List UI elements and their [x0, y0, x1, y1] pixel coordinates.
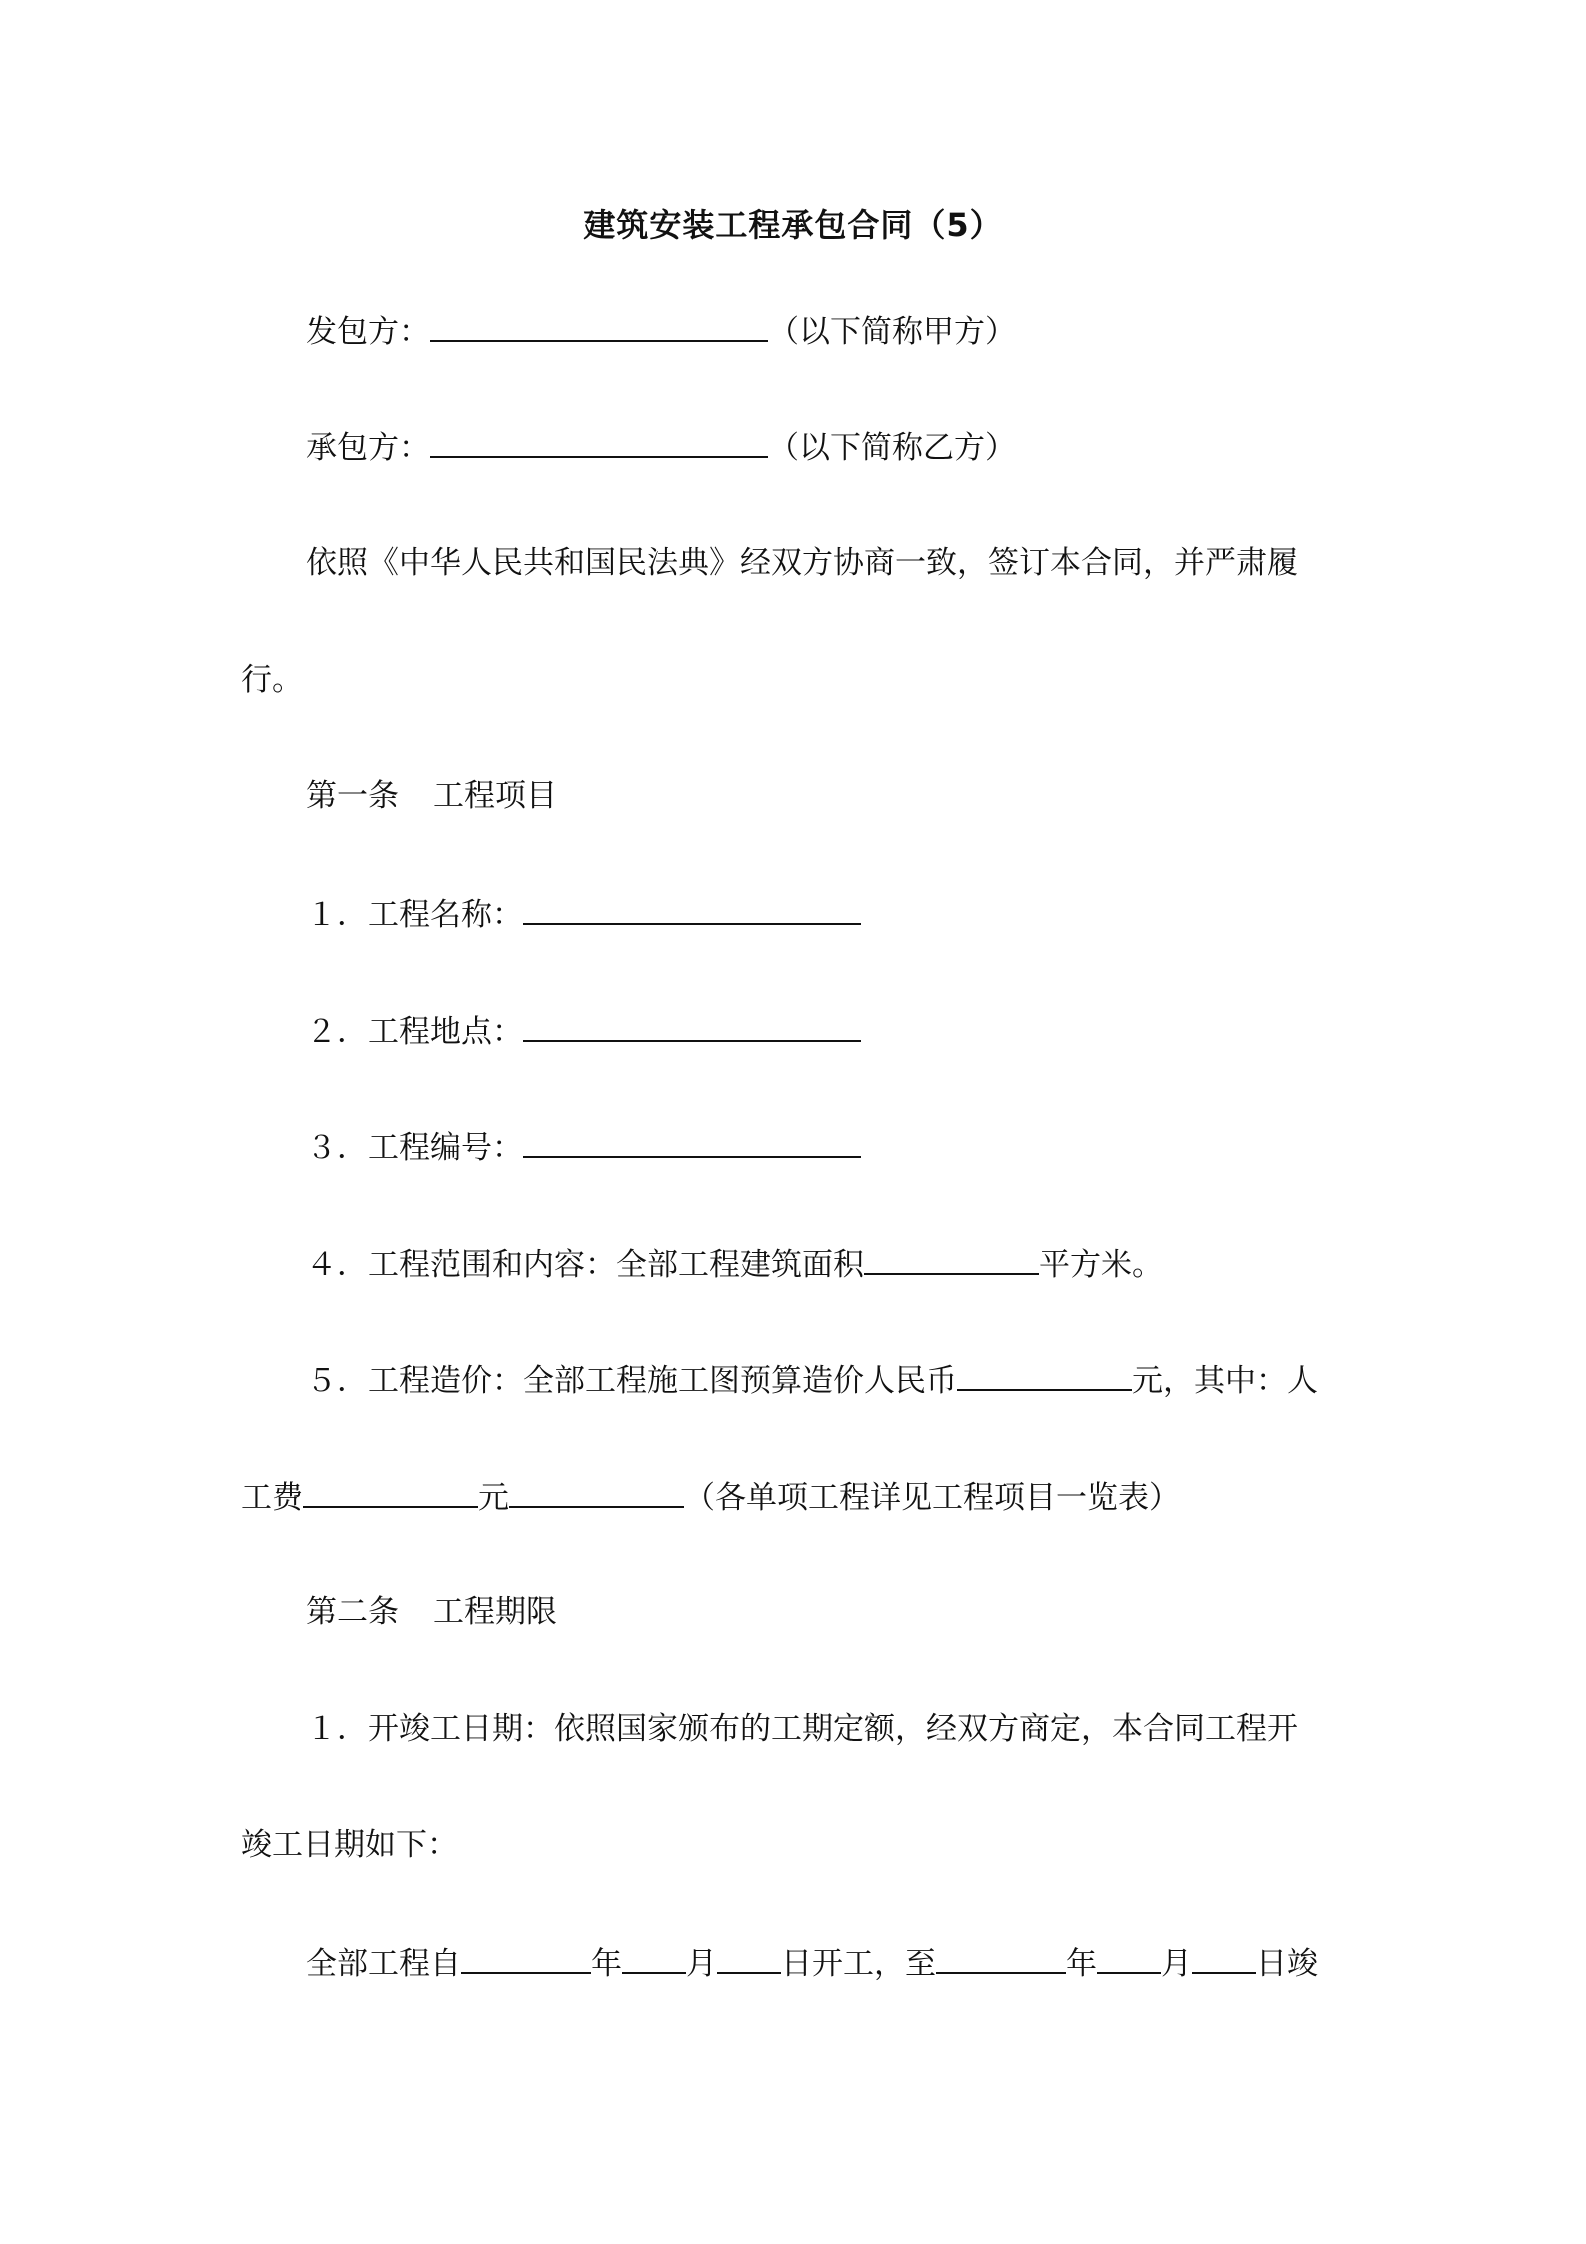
item-project-location-label: ２．工程地点：	[306, 1014, 523, 1050]
project-name-blank[interactable]	[523, 893, 861, 925]
start-month-label: 月	[686, 1946, 717, 1982]
party-a-label: 发包方：	[306, 314, 430, 350]
page-title: 建筑安装工程承包合同（5）	[583, 206, 1003, 244]
schedule-line-2: 竣工日期如下：	[241, 1827, 458, 1863]
item-project-number-label: ３．工程编号：	[306, 1130, 523, 1166]
start-year-label: 年	[591, 1946, 622, 1982]
article-1-title: 工程项目	[433, 778, 557, 814]
schedule-line-1: １．开竣工日期：依照国家颁布的工期定额，经双方商定，本合同工程开	[306, 1711, 1298, 1747]
labor-cost-unit: 元	[478, 1480, 509, 1516]
start-month-blank[interactable]	[622, 1942, 686, 1974]
item-project-number	[306, 1126, 861, 1168]
end-day-blank[interactable]	[1192, 1942, 1256, 1974]
end-year-label: 年	[1066, 1946, 1097, 1982]
preamble-line-1: 依照《中华人民共和国民法典》经双方协商一致，签订本合同，并严肃履	[306, 545, 1298, 581]
item-project-location	[306, 1010, 861, 1052]
schedule-prefix: 全部工程自	[306, 1946, 461, 1982]
party-a-line	[306, 310, 1016, 352]
party-b-blank[interactable]	[430, 426, 768, 458]
project-location-blank[interactable]	[523, 1010, 861, 1042]
end-month-blank[interactable]	[1097, 1942, 1161, 1974]
party-a-suffix: （以下简称甲方）	[768, 314, 1016, 350]
start-day-blank[interactable]	[717, 1942, 781, 1974]
item-project-scope	[306, 1243, 1163, 1285]
other-cost-blank[interactable]	[509, 1476, 684, 1508]
preamble-line-2: 行。	[241, 662, 303, 698]
article-2-number: 第二条	[306, 1594, 399, 1630]
total-cost-blank[interactable]	[957, 1359, 1132, 1391]
building-area-blank[interactable]	[864, 1243, 1039, 1275]
party-b-line	[306, 426, 1016, 468]
end-day-label: 日竣	[1256, 1946, 1318, 1982]
labor-cost-blank[interactable]	[303, 1476, 478, 1508]
item-list-note: （各单项工程详见工程项目一览表）	[684, 1480, 1180, 1516]
item-project-cost-line-2	[241, 1476, 1180, 1518]
item-project-scope-prefix: ４．工程范围和内容：全部工程建筑面积	[306, 1247, 864, 1283]
end-year-blank[interactable]	[936, 1942, 1066, 1974]
labor-cost-label: 工费	[241, 1480, 303, 1516]
start-year-blank[interactable]	[461, 1942, 591, 1974]
article-1-number: 第一条	[306, 778, 399, 814]
article-1-heading	[306, 776, 557, 816]
item-project-name-label: １．工程名称：	[306, 897, 523, 933]
party-a-blank[interactable]	[430, 310, 768, 342]
item-project-cost-mid: 元，其中：人	[1132, 1363, 1318, 1399]
schedule-dates	[306, 1942, 1318, 1984]
party-b-suffix: （以下简称乙方）	[768, 430, 1016, 466]
party-b-label: 承包方：	[306, 430, 430, 466]
item-project-name	[306, 893, 861, 935]
item-project-cost-prefix: ５．工程造价：全部工程施工图预算造价人民币	[306, 1363, 957, 1399]
article-2-title: 工程期限	[433, 1594, 557, 1630]
article-2-heading	[306, 1592, 557, 1632]
project-number-blank[interactable]	[523, 1126, 861, 1158]
item-project-scope-suffix: 平方米。	[1039, 1247, 1163, 1283]
start-day-label: 日开工，至	[781, 1946, 936, 1982]
end-month-label: 月	[1161, 1946, 1192, 1982]
item-project-cost-line-1	[306, 1359, 1318, 1401]
